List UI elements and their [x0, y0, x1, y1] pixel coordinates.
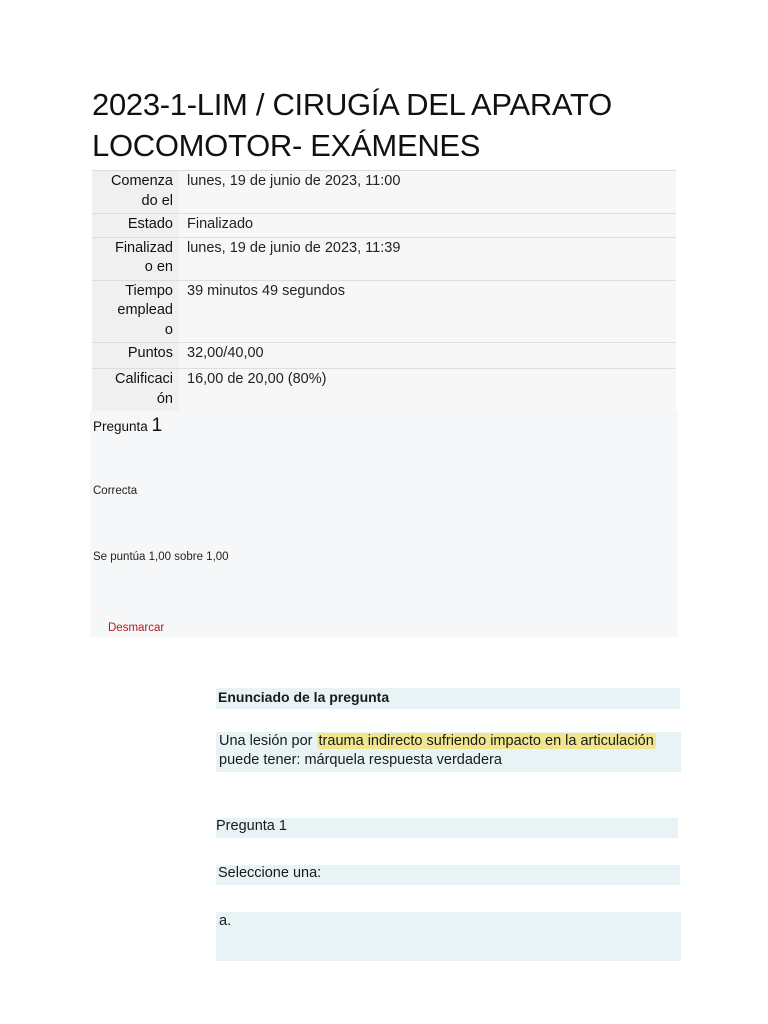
summary-value: lunes, 19 de junio de 2023, 11:39	[179, 237, 676, 280]
attempt-summary-table	[92, 170, 676, 412]
summary-label: Estado	[92, 214, 179, 238]
summary-value: 16,00 de 20,00 (80%)	[179, 369, 676, 412]
summary-label: Finalizad o en	[92, 237, 179, 280]
statement-suffix: puede tener: márquela respuesta verdadera	[219, 752, 502, 768]
statement-highlight: trauma indirecto sufriendo impacto en la articulación	[318, 733, 654, 749]
summary-value: Finalizado	[179, 214, 676, 238]
summary-label: Tiempo emplead o	[92, 280, 179, 343]
question-info-panel	[90, 411, 678, 637]
summary-value: 39 minutos 49 segundos	[179, 280, 676, 343]
summary-row-points	[92, 343, 676, 369]
page-title: 2023-1-LIM / CIRUGÍA DEL APARATO LOCOMOTOR- EXÁMENES	[92, 87, 612, 163]
summary-row-finished	[92, 237, 676, 280]
question-number-label	[93, 415, 162, 437]
statement-prefix: Una lesión por	[219, 733, 317, 749]
unflag-link[interactable]: Desmarcar	[108, 622, 165, 634]
question-label-text: Pregunta	[93, 419, 148, 434]
summary-label: Calificaci ón	[92, 369, 179, 412]
question-state: Correcta	[93, 485, 138, 497]
summary-row-time	[92, 280, 676, 343]
summary-row-started	[92, 171, 676, 214]
summary-label: Puntos	[92, 343, 179, 369]
question-title: Pregunta 1	[216, 818, 678, 838]
summary-row-state	[92, 214, 676, 238]
summary-row-grade	[92, 369, 676, 412]
question-statement	[216, 732, 681, 772]
question-statement-heading: Enunciado de la pregunta	[216, 688, 680, 709]
question-number: 1	[151, 415, 163, 436]
answer-option-a[interactable]	[216, 912, 681, 961]
select-one-prompt: Seleccione una:	[216, 865, 680, 885]
summary-value: lunes, 19 de junio de 2023, 11:00	[179, 171, 676, 214]
question-grade: Se puntúa 1,00 sobre 1,00	[93, 551, 229, 563]
summary-label: Comenza do el	[92, 171, 179, 214]
summary-value: 32,00/40,00	[179, 343, 676, 369]
option-letter: a.	[219, 913, 232, 929]
